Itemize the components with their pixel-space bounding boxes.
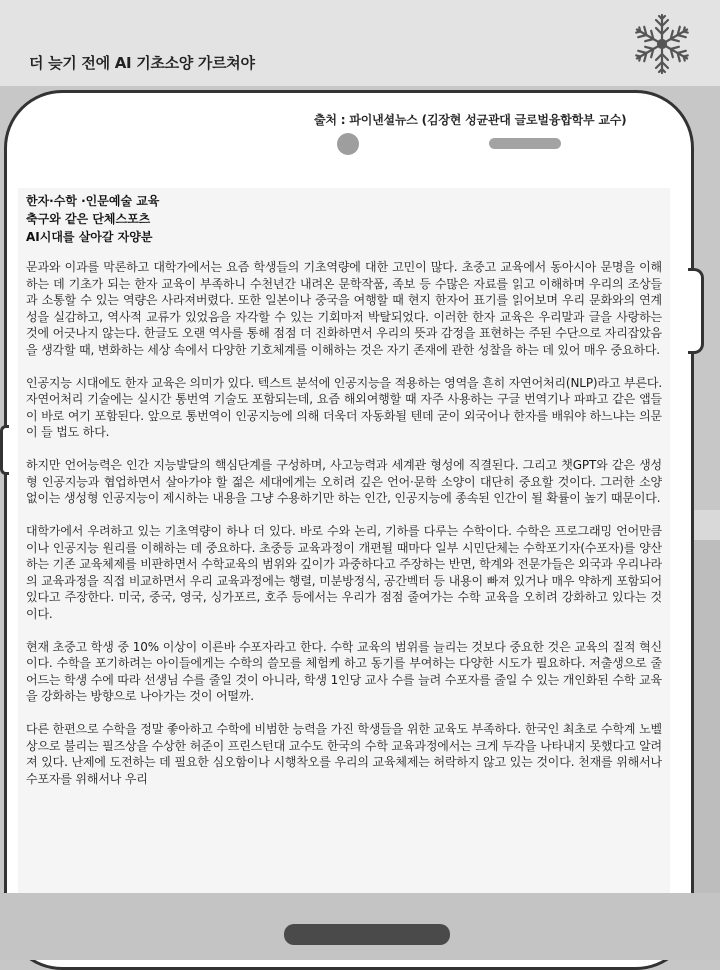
article-paragraph: 다른 한편으로 수학을 정말 좋아하고 수학에 비범한 능력을 가진 학생들을 위한 교육도 부족하다. 한국인 최초로 수학계 노벨상으로 불리는 필즈상을 수상한 허준이 프린스턴대 교수도 한국의 수학 교육과정에서는 크게 두각을 나타내지 못했다고 알려져 있다. 난제에 도전하는 데 필요한 심오함이나 시행착오를 우리의 교육체제는 허락하지 않고 있는 것이다. 천재를 위해서나 수포자를 위해서나 우리 — [26, 722, 662, 786]
article-paragraph: 하지만 언어능력은 인간 지능발달의 핵심단계를 구성하며, 사고능력과 세계관 형성에 직결된다. 그리고 챗GPT와 같은 생성형 인공지능과 협업하면서 살아가야 할 젊은 세대에게는 오히려 깊은 언어·문학 소양이 대단히 중요할 것이다. 그러한 소양 없이는 생성형 인공지능이 제시하는 내용을 그냥 수용하기만 하는 인간, 인공지능에 종속된 인간이 될 확률이 높기 때문이다. — [26, 458, 662, 505]
header-band — [0, 0, 720, 86]
snowflake-icon — [630, 12, 694, 76]
article-source: 출처 : 파이낸셜뉴스 (김장현 성균관대 글로벌융합학부 교수) — [314, 113, 627, 127]
front-camera — [337, 133, 359, 155]
home-indicator-bar[interactable] — [284, 924, 450, 945]
article-screen[interactable] — [18, 188, 670, 893]
phone-side-button-left — [0, 425, 9, 475]
article-paragraph: 문과와 이과를 막론하고 대학가에서는 요즘 학생들의 기초역량에 대한 고민이 많다. 초중고 교육에서 동아시아 문명을 이해하는 데 기초가 되는 한자 교육이 부족하니 수천년간 내려온 문학작품, 족보 등 수많은 자료를 읽고 이해하며 우리의 조상들과 소통할 수 있는 역량은 사라져버렸다. 또한 일본이나 중국을 여행할 때 현지 한자어 표기를 읽어보며 우리 문화와의 연계성을 실감하고, 역사적 교류가 있었음을 자각할 수 있는 기회마저 박탈되었다. 이러한 한자 교육은 우리말과 글을 사랑하는 것에 어긋나지 않는다. 한글도 오랜 역사를 통해 점점 더 진화하면서 우리의 뜻과 감정을 표현하는 주된 수단으로 자리잡았음을 생각할 때, 변화하는 세상 속에서 다양한 기호체계를 이해하는 것은 자기 존재에 관한 성찰을 하는 데 있어 매우 중요하다. — [26, 260, 662, 357]
background-strip-highlight — [694, 510, 720, 540]
article-paragraph: 인공지능 시대에도 한자 교육은 의미가 있다. 텍스트 분석에 인공지능을 적용하는 영역을 흔히 자연어처리(NLP)라고 부른다. 자연어처리 기술에는 실시간 통번역 기술도 포함되는데, 요즘 해외여행할 때 자주 사용하는 구글 번역기나 파파고 같은 앱들이 바로 여기 포함된다. 앞으로 통번역이 인공지능에 의해 더욱더 자동화될 텐데 굳이 외국어나 한자를 배워야 하느냐는 의문이 들 법도 하다. — [26, 375, 662, 439]
article-paragraph: 현재 초중고 학생 중 10% 이상이 이른바 수포자라고 한다. 수학 교육의 범위를 늘리는 것보다 중요한 것은 교육의 질적 혁신이다. 수학을 포기하려는 아이들에게는 수학의 쓸모를 체험케 하고 동기를 부여하는 다양한 시도가 필요하다. 저출생으로 줄어드는 학생 수에 따라 선생님 수를 줄일 것이 아니라, 학생 1인당 교사 수를 늘려 수포자를 줄일 수 있는 개인화된 수학 교육을 강화하는 방향으로 나아가는 것이 어떨까. — [26, 639, 662, 703]
phone-side-button-right — [688, 268, 704, 354]
article-body — [26, 259, 662, 804]
headline: 더 늦기 전에 AI 기초소양 가르쳐야 — [29, 54, 255, 72]
article-subtitle: 한자·수학 ·인문예술 교육 축구와 같은 단체스포츠 AI시대를 살아갈 자양분 — [26, 194, 160, 244]
earpiece-speaker — [489, 138, 561, 149]
article-paragraph: 대학가에서 우려하고 있는 기초역량이 하나 더 있다. 바로 수와 논리, 기하를 다루는 수학이다. 수학은 프로그래밍 언어만큼이나 인공지능 원리를 이해하는 데 중요하다. 초중등 교육과정이 개편될 때마다 일부 시민단체는 수학포기자(수포자)를 양산하는 기존 교육체제를 비판하면서 수학교육의 범위와 깊이가 과중하다고 주장하는 반면, 학계와 전문가들은 외국과 우리나라의 교육과정을 직접 비교하면서 우리 교육과정에는 행렬, 미분방정식, 공간벡터 등 내용이 빠져 있거나 매우 약하게 포함되어 있다고 주장한다. 미국, 중국, 영국, 싱가포르, 호주 등에서는 우리가 점점 줄여가는 수학 교육을 오히려 강화하고 있다는 것이다. — [26, 524, 662, 621]
